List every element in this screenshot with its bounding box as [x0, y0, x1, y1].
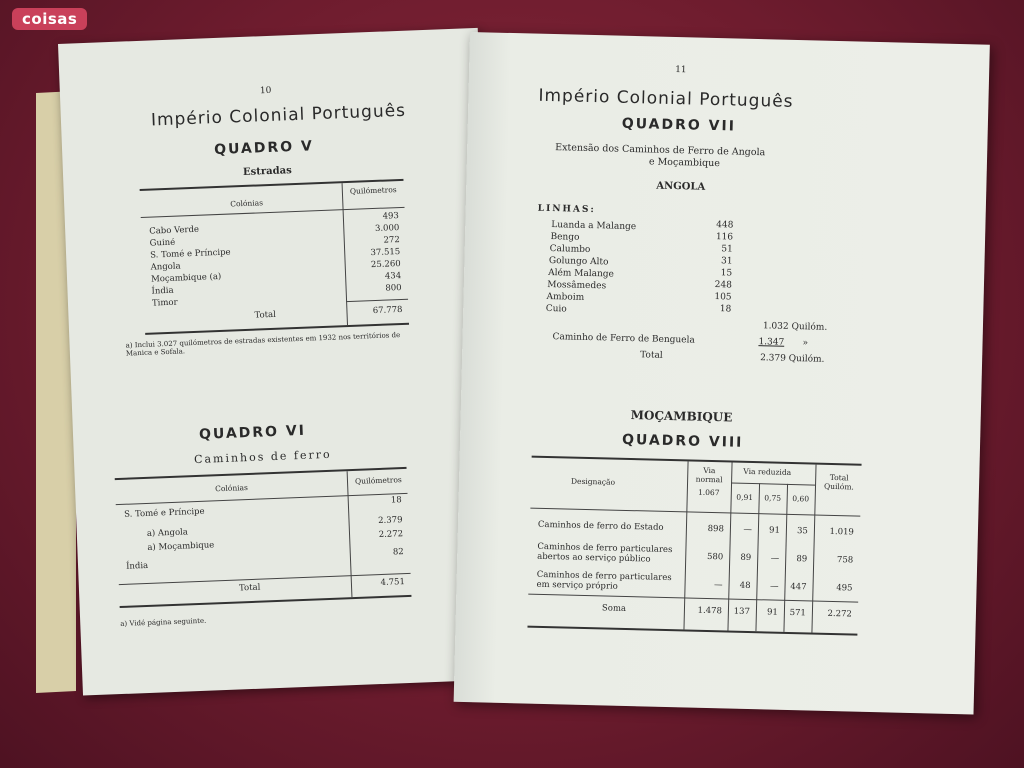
col-header-gauge: 0,60 — [792, 494, 810, 504]
list-item-value: 448 — [716, 220, 734, 231]
table-cell: 1.019 — [829, 526, 855, 538]
linhas-label: LINHAS: — [537, 203, 596, 216]
quadro-viii-table — [527, 456, 861, 636]
list-item-value: 116 — [715, 232, 734, 243]
table-row-value: 434 — [384, 271, 402, 282]
total-label: Total — [640, 350, 663, 361]
col-header-colonias: Colónias — [215, 483, 249, 494]
list-item-name: Mossâmedes — [547, 279, 607, 292]
table-row-name: Timor — [151, 297, 178, 309]
quadro-vi-subtitle: Caminhos de ferro — [193, 447, 332, 467]
table-row-name: Angola — [150, 261, 181, 273]
table-cell: 2.272 — [827, 608, 853, 620]
table-cell: 580 — [706, 551, 724, 563]
list-item-value: 105 — [714, 292, 732, 303]
quadro-vii-subtitle-2: e Moçambique — [648, 156, 721, 170]
table-row-name: a) Moçambique — [147, 540, 215, 553]
quadro-vi-heading: QUADRO VI — [198, 422, 307, 443]
table-row-value: 272 — [383, 235, 400, 246]
page-number: 11 — [675, 65, 687, 76]
table-row-value: 493 — [382, 211, 400, 222]
col-header-total: Total Quilóm. — [823, 472, 854, 492]
quadro-vi-table — [115, 467, 412, 608]
table-row-name: Índia — [151, 285, 174, 297]
quadro-v-subtitle: Estradas — [242, 165, 292, 178]
table-row-value: 37.515 — [370, 247, 401, 259]
table-cell: 495 — [836, 583, 853, 594]
section-mocambique: MOÇAMBIQUE — [630, 408, 733, 425]
table-row-name: Moçambique (a) — [150, 271, 222, 285]
table-cell: 447 — [790, 581, 807, 593]
table-cell: — — [769, 581, 779, 592]
table-row-name: Cabo Verde — [149, 224, 200, 237]
table-cell: — — [743, 524, 753, 536]
col-header-gauge-normal: 1.067 — [697, 487, 720, 498]
list-item-name: Luanda a Malange — [551, 220, 637, 233]
table-cell: 1.478 — [697, 605, 723, 617]
right-page — [454, 32, 990, 715]
table-row-name: S. Tomé e Príncipe — [149, 247, 231, 261]
table-cell: 89 — [740, 552, 752, 564]
table-cell: — — [770, 553, 780, 564]
list-item-value: 51 — [721, 244, 733, 255]
table-cell: 89 — [796, 554, 808, 565]
table-row-value: 25.260 — [370, 259, 401, 271]
quadro-v-heading: QUADRO V — [213, 138, 315, 159]
table-cell: 91 — [768, 525, 781, 536]
table-row-value: 18 — [390, 495, 402, 506]
col-header-via-reduzida: Via reduzida — [743, 466, 792, 477]
table-row-value: 2.379 — [378, 515, 403, 527]
col-header-colonias: Colónias — [230, 198, 264, 209]
quadro-viii-heading: QUADRO VIII — [621, 431, 744, 451]
list-item-name: Golungo Alto — [548, 255, 609, 268]
table-cell: 35 — [796, 526, 809, 537]
col-header-gauge: 0,91 — [736, 492, 754, 503]
table-cell: 91 — [766, 607, 779, 618]
list-item-name: Cuio — [545, 303, 567, 315]
benguela-value: 1.347 — [758, 337, 785, 348]
total-label: Total — [254, 309, 277, 321]
table-cell: 571 — [789, 607, 807, 619]
table-row-value: 82 — [392, 547, 404, 558]
table-row-name: Índia — [125, 560, 149, 572]
table-row-name: a) Angola — [146, 527, 189, 539]
total-value: 67.778 — [372, 304, 403, 317]
footnote: a) Vidé página seguinte. — [120, 616, 207, 629]
table-row-value: 2.272 — [378, 529, 404, 541]
table-row-name: S. Tomé e Príncipe — [123, 506, 205, 520]
list-item-value: 18 — [719, 304, 732, 315]
page-number: 10 — [259, 85, 272, 97]
table-cell: — — [713, 580, 723, 591]
total-value: 4.751 — [380, 577, 406, 589]
benguela-label: Caminho de Ferro de Benguela — [552, 332, 695, 346]
table-cell: 137 — [733, 606, 751, 618]
col-header-quilometros: Quilómetros — [349, 185, 397, 196]
list-item-name: Bengo — [550, 232, 580, 243]
table-row-name: Guiné — [149, 237, 176, 249]
col-header-via-normal: Via normal — [695, 465, 723, 485]
footnote: a) Inclui 3.027 quilómetros de estradas existentes em 1932 nos territórios de Manica e Sofala. — [125, 331, 401, 358]
left-page — [58, 28, 503, 696]
col-header-gauge: 0,75 — [764, 493, 782, 503]
quadro-v-table — [140, 179, 409, 335]
table-cell: 48 — [739, 580, 751, 592]
table-cell: 758 — [836, 555, 854, 566]
total-value: 2.379 Quilóm. — [759, 353, 825, 365]
soma-label: Soma — [601, 603, 627, 614]
col-header-designacao: Designação — [570, 476, 616, 487]
page-title: Império Colonial Português — [150, 100, 407, 131]
quadro-vii-heading: QUADRO VII — [621, 115, 737, 135]
list-item-name: Amboim — [546, 291, 585, 303]
section-angola: ANGOLA — [656, 180, 706, 193]
table-row-name: Caminhos de ferro particulares abertos ao serviço público — [537, 541, 673, 565]
table-cell: 898 — [707, 523, 725, 535]
subtotal: 1.032 Quilóm. — [762, 321, 828, 333]
table-row-name: Caminhos de ferro do Estado — [537, 519, 664, 533]
table-row-value: 3.000 — [374, 223, 400, 234]
list-item-name: Calumbo — [549, 244, 591, 256]
col-header-quilometros: Quilómetros — [354, 475, 402, 486]
watermark-logo: coisas — [12, 8, 87, 30]
list-item-value: 15 — [720, 268, 733, 279]
quadro-vii-subtitle: Extensão dos Caminhos de Ferro de Angola — [555, 142, 766, 159]
table-row-name: Caminhos de ferro particulares em serviço próprio — [536, 569, 672, 592]
table-row-value: 800 — [385, 282, 402, 294]
list-item-value: 31 — [720, 256, 733, 267]
list-item-value: 248 — [714, 280, 733, 291]
benguela-unit: » — [802, 338, 809, 349]
total-label: Total — [238, 582, 261, 594]
page-title: Império Colonial Português — [538, 85, 794, 112]
list-item-name: Além Malange — [548, 267, 615, 280]
